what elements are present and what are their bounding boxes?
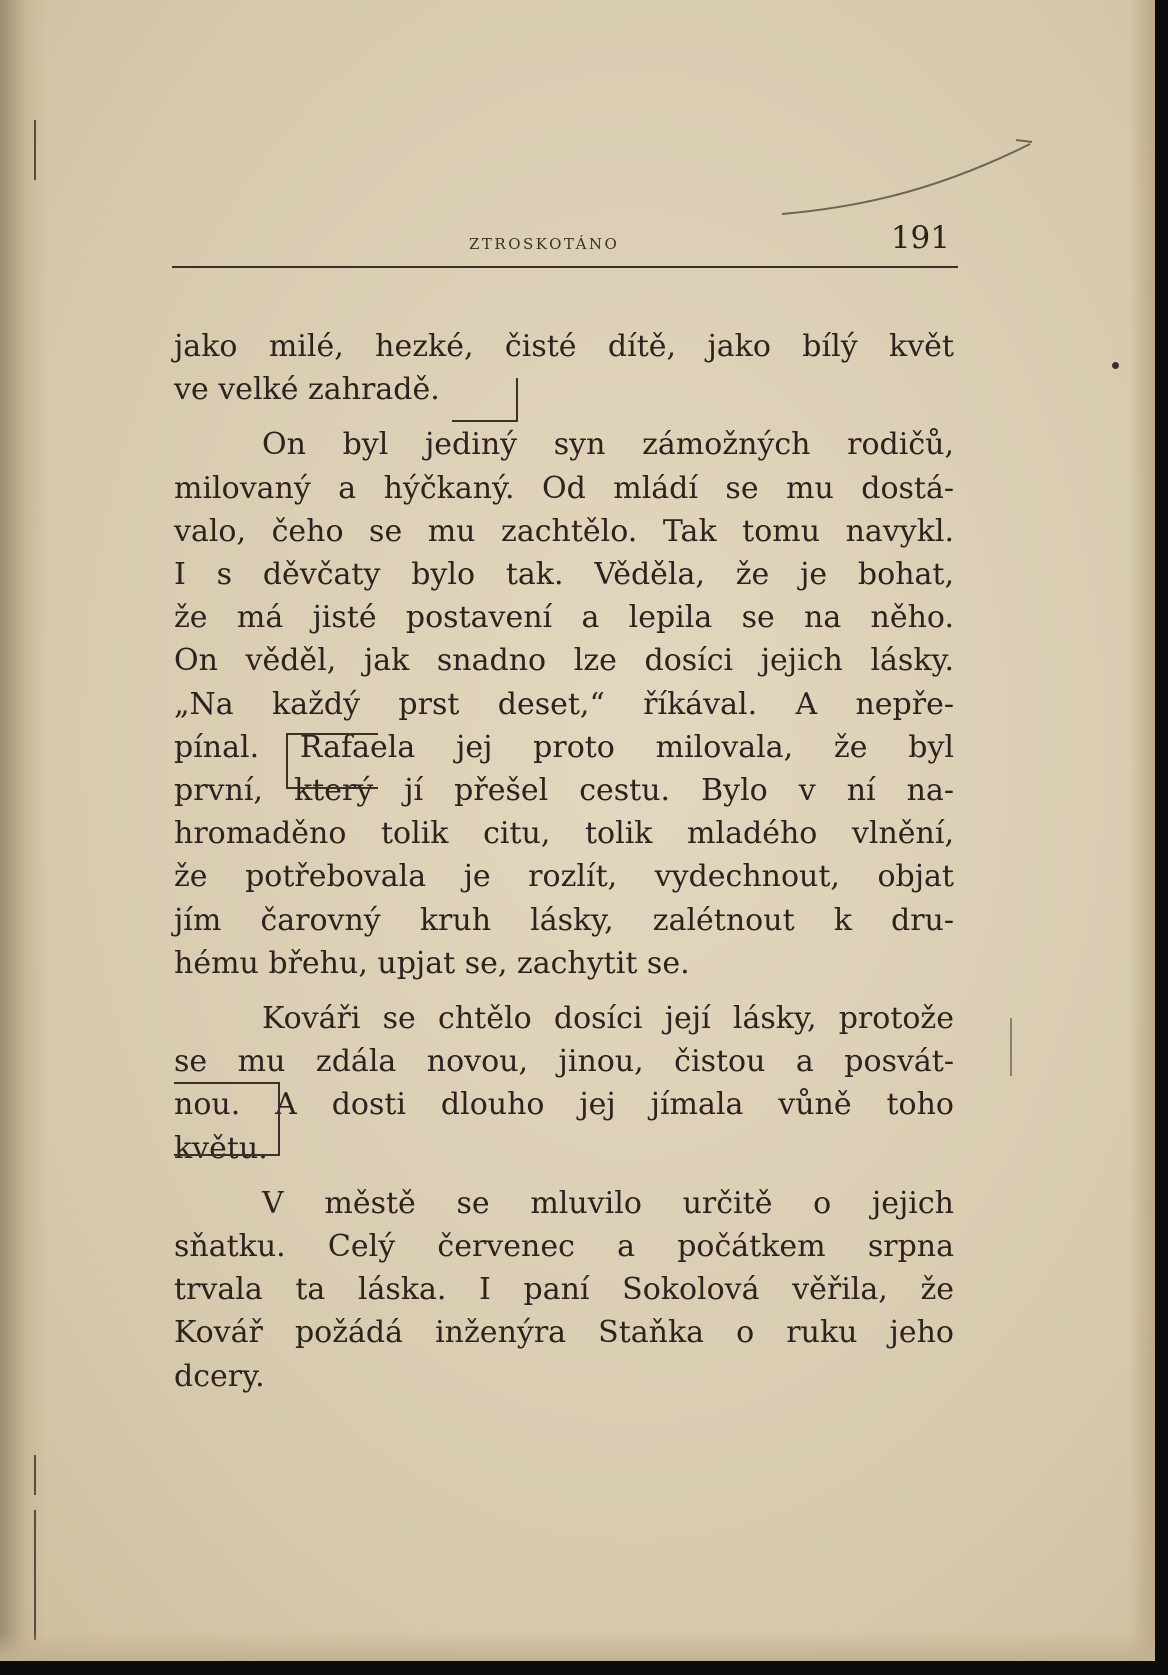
- text-line: milovaný a hýčkaný. Od mládí se mu dostá-: [174, 470, 954, 506]
- text-line: jím čarovný kruh lásky, zalétnout k dru-: [174, 902, 954, 938]
- paragraph: [174, 423, 954, 985]
- spine-mark: [34, 1510, 36, 1640]
- page-number: 191: [890, 220, 950, 256]
- text-line: trvala ta láska. I paní Sokolová věřila, že: [174, 1272, 954, 1308]
- paragraph: [174, 325, 954, 411]
- spine-mark: [34, 1455, 36, 1495]
- text-line: V městě se mluvilo určitě o jejich: [262, 1185, 954, 1221]
- text-line: I s děvčaty bylo tak. Věděla, že je bohat,: [174, 557, 954, 593]
- text-line: On byl jediný syn zámožných rodičů,: [262, 427, 954, 463]
- text-line: jako milé, hezké, čisté dítě, jako bílý květ: [174, 329, 954, 364]
- running-title: ZTROSKOTÁNO: [469, 235, 620, 253]
- text-line: dcery.: [174, 1358, 265, 1394]
- text-line: Kováři se chtělo dosíci její lásky, protože: [262, 1001, 954, 1037]
- text-line: že potřebovala je rozlít, vydechnout, objat: [174, 859, 954, 895]
- text-line: že má jisté postavení a lepila se na něho.: [174, 600, 954, 636]
- margin-dot: [1112, 362, 1119, 369]
- text-line: květu.: [174, 1130, 268, 1166]
- paragraph: [174, 997, 954, 1170]
- paragraph: [174, 1182, 954, 1398]
- text-line: „Na každý prst deset,“ říkával. A nepře-: [174, 686, 954, 722]
- text-line: pínal. Rafaela jej proto milovala, že byl: [174, 729, 954, 765]
- spine-mark: [34, 120, 36, 180]
- text-line: nou. A dosti dlouho jej jímala vůně toho: [174, 1087, 954, 1123]
- pencil-bracket: [174, 1082, 280, 1156]
- body-text: [174, 325, 954, 1398]
- text-line: On věděl, jak snadno lze dosíci jejich lásky.: [174, 643, 954, 679]
- page-bottom-shade: [0, 1631, 1155, 1661]
- text-line: se mu zdála novou, jinou, čistou a posvát-: [174, 1044, 954, 1080]
- text-line: Kovář požádá inženýra Staňka o ruku jeho: [174, 1315, 954, 1351]
- text-line: valo, čeho se mu zachtělo. Tak tomu navykl.: [174, 513, 954, 549]
- text-line: hromaděno tolik citu, tolik mladého vlnění,: [174, 816, 954, 852]
- pencil-stroke-mark: [780, 136, 1040, 226]
- pencil-bracket: [286, 733, 378, 789]
- text-line: první, který jí přešel cestu. Bylo v ní na-: [174, 773, 954, 809]
- margin-pencil-stroke: [1010, 1018, 1012, 1076]
- text-line: hému břehu, upjat se, zachytit se.: [174, 945, 690, 981]
- page-edge-shade: [1129, 0, 1155, 1661]
- pencil-bracket: [452, 378, 518, 422]
- running-header: [172, 218, 958, 268]
- text-line: sňatku. Celý červenec a počátkem srpna: [174, 1229, 954, 1265]
- text-line: ve velké zahradě.: [174, 372, 440, 408]
- spine-shadow: [0, 0, 48, 1661]
